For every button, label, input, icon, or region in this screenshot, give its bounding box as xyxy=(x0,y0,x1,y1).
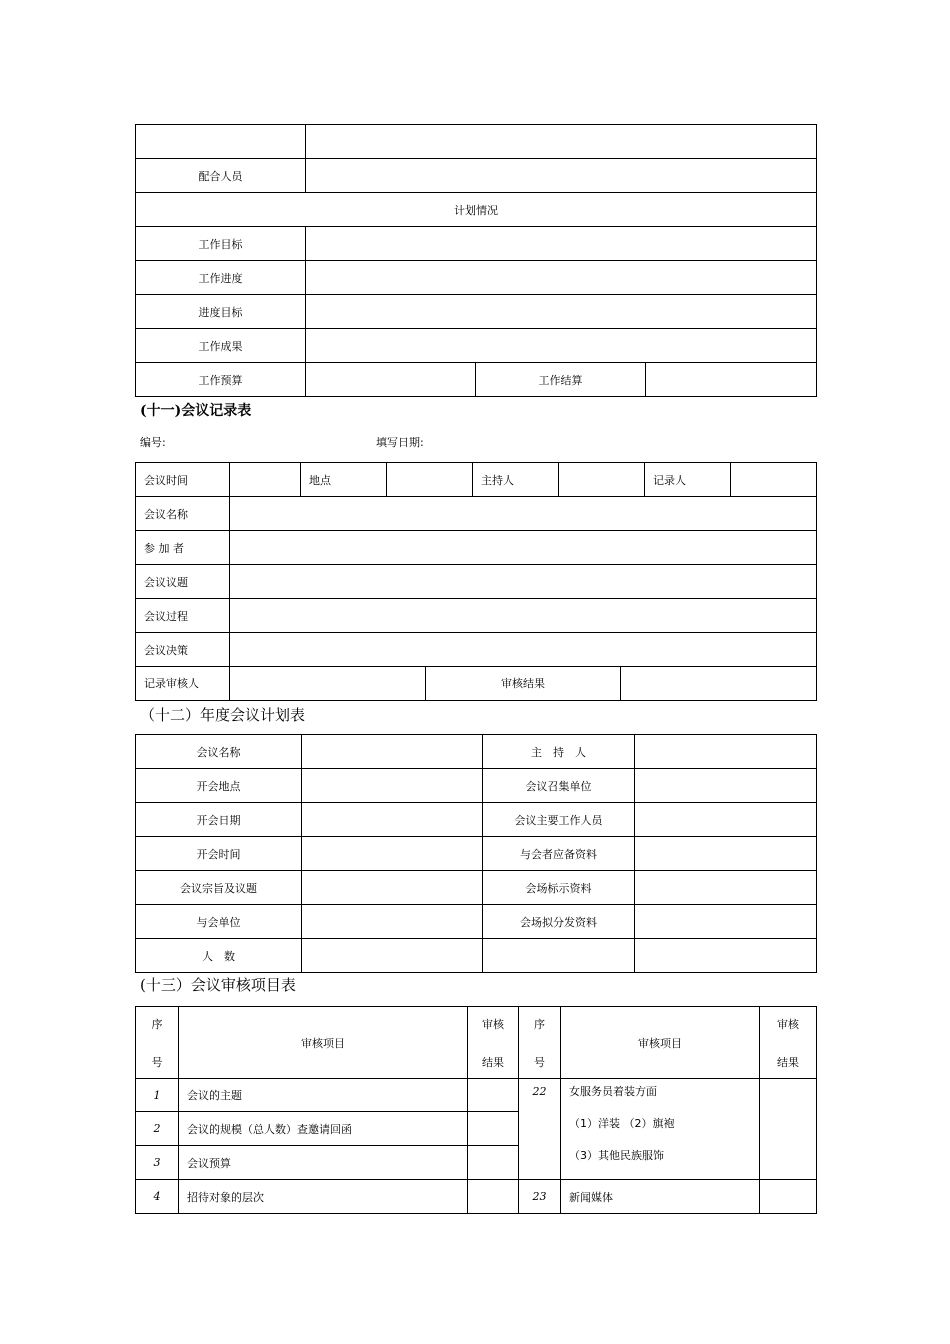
review-result-value[interactable] xyxy=(621,666,817,700)
decision-label: 会议决策 xyxy=(136,633,230,667)
plan-section-title: 计划情况 xyxy=(136,193,817,227)
table-row xyxy=(136,363,817,397)
progress-label: 工作进度 xyxy=(136,261,306,295)
annual-left-value[interactable] xyxy=(302,769,483,803)
place-value[interactable] xyxy=(387,463,473,497)
number-label: 编号: xyxy=(140,436,166,449)
annual-right-label: 会场拟分发资料 xyxy=(483,905,635,939)
annual-right-label: 主 持 人 xyxy=(483,735,635,769)
review-result-label: 审核结果 xyxy=(426,666,621,700)
annual-left-value[interactable] xyxy=(302,837,483,871)
result-label: 工作成果 xyxy=(136,329,306,363)
table-row xyxy=(136,497,817,531)
minutes-table xyxy=(135,462,817,667)
decision-value[interactable] xyxy=(230,633,817,667)
item-result[interactable] xyxy=(468,1180,519,1214)
result-value[interactable] xyxy=(306,329,817,363)
table-row xyxy=(136,939,817,973)
table-row xyxy=(136,803,817,837)
header-seq-bottom: 号 xyxy=(151,1055,163,1069)
table-row xyxy=(136,463,817,497)
header-seq-top: 序 xyxy=(534,1017,545,1031)
table-row xyxy=(136,837,817,871)
annual-right-label xyxy=(483,939,635,973)
annual-right-value[interactable] xyxy=(635,735,817,769)
annual-title: （十二）年度会议计划表 xyxy=(140,706,306,724)
table-row xyxy=(136,329,817,363)
progress-goal-value[interactable] xyxy=(306,295,817,329)
annual-right-value[interactable] xyxy=(635,939,817,973)
header-result-top: 审核 xyxy=(482,1017,504,1031)
review-table xyxy=(135,1006,817,1214)
item-result[interactable] xyxy=(760,1180,817,1214)
minutes-title: (十一)会议记录表 xyxy=(140,403,252,419)
item-22-line: （1）洋装 （2）旗袍 xyxy=(569,1117,675,1130)
header-result-top: 审核 xyxy=(777,1017,799,1031)
blank-label-cell xyxy=(136,125,306,159)
time-label: 会议时间 xyxy=(136,463,230,497)
header-result-bottom: 结果 xyxy=(482,1055,504,1069)
annual-right-value[interactable] xyxy=(635,837,817,871)
recorder-label: 记录人 xyxy=(645,463,731,497)
item-number: 2 xyxy=(136,1112,179,1146)
item-result[interactable] xyxy=(468,1146,519,1180)
progress-goal-label: 进度目标 xyxy=(136,295,306,329)
header-result-2 xyxy=(760,1007,817,1079)
item-result[interactable] xyxy=(468,1112,519,1146)
table-row xyxy=(136,769,817,803)
annual-left-value[interactable] xyxy=(302,905,483,939)
date-label: 填写日期: xyxy=(376,436,424,449)
blank-value-cell[interactable] xyxy=(306,125,817,159)
recorder-value[interactable] xyxy=(731,463,817,497)
item-result[interactable] xyxy=(760,1079,817,1180)
item-number: 22 xyxy=(519,1079,561,1180)
item-text: 招待对象的层次 xyxy=(179,1180,468,1214)
header-seq-top: 序 xyxy=(151,1017,163,1031)
table-row xyxy=(136,735,817,769)
item-22-text xyxy=(561,1079,760,1180)
topics-label: 会议议题 xyxy=(136,565,230,599)
item-result[interactable] xyxy=(468,1079,519,1112)
header-seq-2 xyxy=(519,1007,561,1079)
table-row xyxy=(136,193,817,227)
annual-left-value[interactable] xyxy=(302,871,483,905)
annual-right-label: 会场标示资料 xyxy=(483,871,635,905)
reviewer-label: 记录审核人 xyxy=(136,666,230,700)
item-number: 1 xyxy=(136,1079,179,1112)
plan-table xyxy=(135,124,817,397)
annual-right-value[interactable] xyxy=(635,769,817,803)
table-row xyxy=(136,531,817,565)
reviewer-value[interactable] xyxy=(230,666,426,700)
settlement-value[interactable] xyxy=(646,363,817,397)
staff-value[interactable] xyxy=(306,159,817,193)
header-item-2: 审核项目 xyxy=(561,1007,760,1079)
settlement-label: 工作结算 xyxy=(476,363,646,397)
item-number: 23 xyxy=(519,1180,561,1214)
annual-left-label: 会议宗旨及议题 xyxy=(136,871,302,905)
header-result-bottom: 结果 xyxy=(777,1055,799,1069)
table-row xyxy=(136,125,817,159)
attendees-label: 参 加 者 xyxy=(136,531,230,565)
table-row xyxy=(136,261,817,295)
header-result xyxy=(468,1007,519,1079)
item-text: 会议的主题 xyxy=(179,1079,468,1112)
annual-left-value[interactable] xyxy=(302,939,483,973)
table-row xyxy=(136,227,817,261)
host-label: 主持人 xyxy=(473,463,559,497)
annual-left-label: 人 数 xyxy=(136,939,302,973)
minutes-review-table xyxy=(135,666,817,701)
table-row xyxy=(136,905,817,939)
table-row xyxy=(136,871,817,905)
header-seq xyxy=(136,1007,179,1079)
process-label: 会议过程 xyxy=(136,599,230,633)
annual-right-label: 会议召集单位 xyxy=(483,769,635,803)
annual-right-value[interactable] xyxy=(635,871,817,905)
annual-left-label: 开会时间 xyxy=(136,837,302,871)
table-header-row xyxy=(136,1007,817,1079)
review-title: (十三）会议审核项目表 xyxy=(140,976,296,994)
attendees-value[interactable] xyxy=(230,531,817,565)
item-22-line: （3）其他民族服饰 xyxy=(569,1149,664,1162)
annual-left-value[interactable] xyxy=(302,735,483,769)
annual-right-label: 会议主要工作人员 xyxy=(483,803,635,837)
header-item: 审核项目 xyxy=(179,1007,468,1079)
table-row xyxy=(136,666,817,700)
header-seq-bottom: 号 xyxy=(534,1055,545,1069)
staff-label: 配合人员 xyxy=(136,159,306,193)
budget-label: 工作预算 xyxy=(136,363,306,397)
annual-right-label: 与会者应备资料 xyxy=(483,837,635,871)
topics-value[interactable] xyxy=(230,565,817,599)
annual-left-value[interactable] xyxy=(302,803,483,837)
table-row xyxy=(136,599,817,633)
annual-right-value[interactable] xyxy=(635,905,817,939)
goal-value[interactable] xyxy=(306,227,817,261)
time-value[interactable] xyxy=(230,463,301,497)
place-label: 地点 xyxy=(301,463,387,497)
table-row xyxy=(136,1079,817,1112)
goal-label: 工作目标 xyxy=(136,227,306,261)
host-value[interactable] xyxy=(559,463,645,497)
meeting-name-label: 会议名称 xyxy=(136,497,230,531)
budget-value[interactable] xyxy=(306,363,476,397)
meeting-name-value[interactable] xyxy=(230,497,817,531)
item-text: 新闻媒体 xyxy=(561,1180,760,1214)
item-number: 4 xyxy=(136,1180,179,1214)
annual-right-value[interactable] xyxy=(635,803,817,837)
annual-left-label: 会议名称 xyxy=(136,735,302,769)
table-row xyxy=(136,159,817,193)
annual-table xyxy=(135,734,817,973)
table-row xyxy=(136,565,817,599)
table-row xyxy=(136,1180,817,1214)
process-value[interactable] xyxy=(230,599,817,633)
item-text: 会议的规模（总人数）查邀请回函 xyxy=(179,1112,468,1146)
item-text: 会议预算 xyxy=(179,1146,468,1180)
item-22-line: 女服务员着装方面 xyxy=(569,1085,657,1098)
table-row xyxy=(136,295,817,329)
annual-left-label: 开会日期 xyxy=(136,803,302,837)
annual-left-label: 开会地点 xyxy=(136,769,302,803)
progress-value[interactable] xyxy=(306,261,817,295)
annual-left-label: 与会单位 xyxy=(136,905,302,939)
table-row xyxy=(136,633,817,667)
item-number: 3 xyxy=(136,1146,179,1180)
